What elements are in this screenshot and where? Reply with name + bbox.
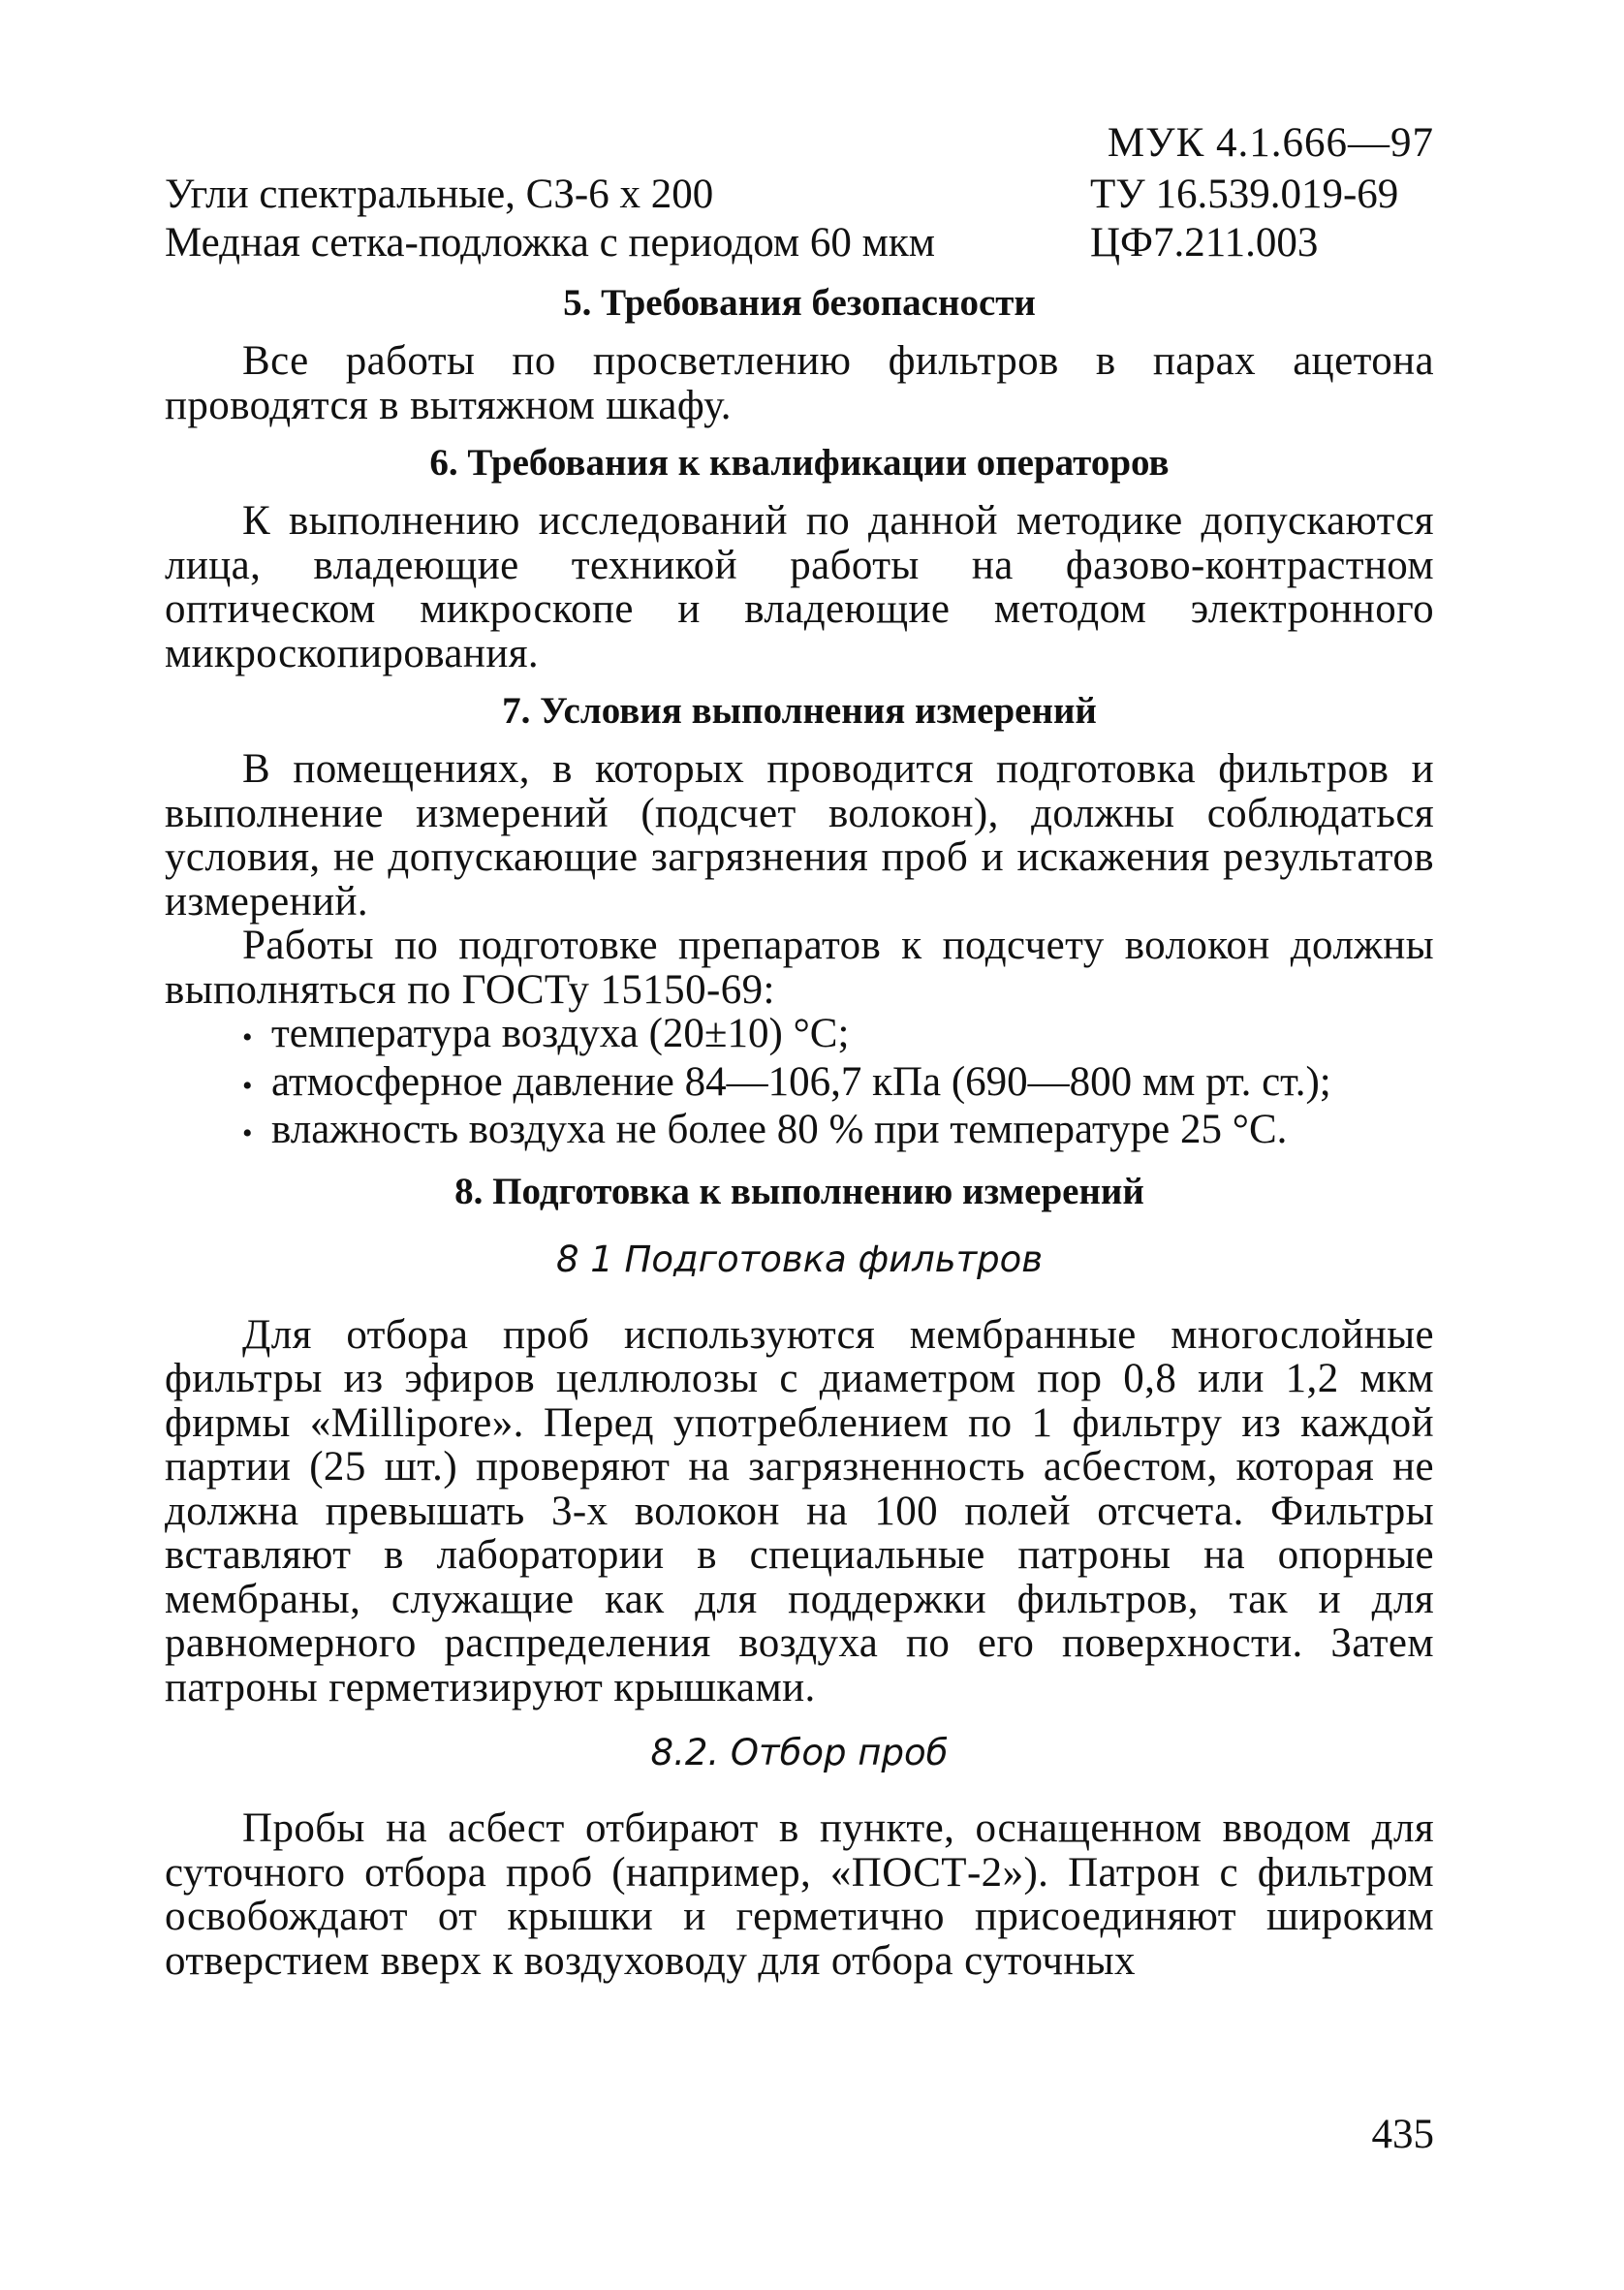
- list-item-text: атмосферное давление 84—106,7 кПа (690—800 мм рт. ст.);: [271, 1058, 1331, 1105]
- section-7-paragraph-2: Работы по подготовке препаратов к подсчету волокон должны выполняться по ГОСТу 15150-69:: [165, 923, 1434, 1013]
- section-8-heading: 8. Подготовка к выполнению измерений: [454, 1170, 1144, 1212]
- bullet-icon: •: [242, 1117, 253, 1149]
- list-item: [242, 1108, 1434, 1156]
- section-7-paragraph-1: В помещениях, в которых проводится подготовка фильтров и выполнение измерений (подсчет волокон), должны соблюдаться условия, не допускающие загрязнения проб и искажения результатов измерений.: [165, 746, 1434, 925]
- spec-row: [165, 171, 1434, 219]
- spec-name: Медная сетка-подложка с периодом 60 мкм: [165, 220, 935, 266]
- list-item: [242, 1060, 1434, 1109]
- page-number: 435: [1371, 2112, 1434, 2157]
- spec-code: ЦФ7.211.003: [1090, 220, 1319, 266]
- list-item: [242, 1012, 1434, 1060]
- conditions-list: [165, 1012, 1434, 1156]
- section-6-paragraph: К выполнению исследований по данной методике допускаются лица, владеющие техникой работы на фазово-контрастном оптическом микроскопе и владеющие методом электронного микроскопирования.: [165, 498, 1434, 676]
- section-6-heading: 6. Требования к квалификации операторов: [429, 442, 1170, 484]
- section-5-paragraph: Все работы по просветлению фильтров в парах ацетона проводятся в вытяжном шкафу.: [165, 338, 1434, 428]
- spec-row: [165, 219, 1434, 267]
- subsection-8-2-heading: 8.2. Отбор проб: [650, 1732, 949, 1773]
- bullet-icon: •: [242, 1021, 253, 1053]
- bullet-icon: •: [242, 1069, 253, 1102]
- subsection-8-2-paragraph: Пробы на асбест отбирают в пункте, оснащенном вводом для суточного отбора проб (например, «ПОСТ-2»). Патрон с фильтром освобождают от крышки и герметично присоединяют широким отверстием вверх к воздуховоду для отбора суточных: [165, 1805, 1434, 1984]
- document-page: [165, 116, 1434, 1983]
- spec-code: ТУ 16.539.019-69: [1090, 172, 1399, 217]
- subsection-8-1-heading: 8 1 Подготовка фильтров: [555, 1238, 1044, 1280]
- subsection-8-1-paragraph: Для отбора проб используются мембранные многослойные фильтры из эфиров целлюлозы с диаметром пор 0,8 или 1,2 мкм фирмы «Millipore». Перед употреблением по 1 фильтру из каждой партии (25 шт.) проверяют на загрязненность асбестом, которая не должна превышать 3-х волокон на 100 полей отсчета. Фильтры вставляют в лаборатории в специальные патроны на опорные мембраны, служащие как для поддержки фильтров, так и для равномерного распределения воздуха по его поверхности. Затем патроны герметизируют крышками.: [165, 1311, 1434, 1710]
- list-item-text: температура воздуха (20±10) °С;: [271, 1011, 850, 1056]
- list-item-text: влажность воздуха не более 80 % при температуре 25 °С.: [271, 1107, 1288, 1152]
- document-code-header: МУК 4.1.666—97: [1107, 120, 1434, 166]
- section-7-heading: 7. Условия выполнения измерений: [502, 690, 1097, 732]
- section-5-heading: 5. Требования безопасности: [563, 282, 1036, 324]
- spec-name: Угли спектральные, СЗ-6 x 200: [165, 172, 714, 217]
